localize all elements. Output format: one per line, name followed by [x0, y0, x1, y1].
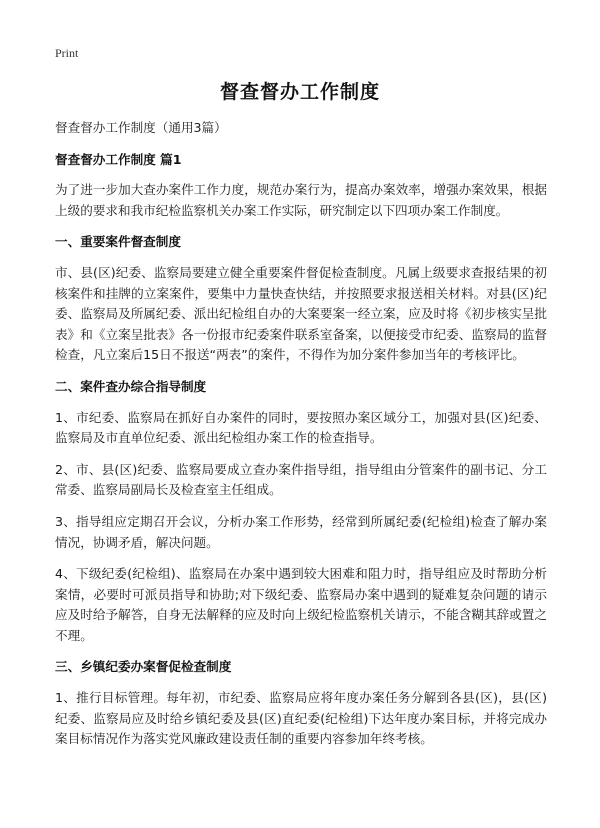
section1-paragraph: 市、县(区)纪委、监察局要建立健全重要案件督促检查制度。凡属上级要求查报结果的初核案件和挂牌的立案案件，要集中力量快查快结，并按照要求报送相关材料。对县(区)纪委、监察局及所属纪委、派出纪检组自办的大案要案一经立案，应及时将《初步核实呈批表》和《立案呈批表》各一份报市纪委案件联系室备案，以便接受市纪委、监察局的监督检查，凡立案后15日不报送“两表”的案件，不得作为加分案件参加当年的考核评比。 [55, 264, 547, 363]
section-heading-3: 三、乡镇纪委办案督促检查制度 [55, 659, 232, 675]
document-title: 督查督办工作制度 [219, 81, 380, 103]
section-heading-1: 一、重要案件督查制度 [55, 234, 181, 250]
document-subtitle: 督查督办工作制度（通用3篇） [55, 120, 227, 135]
section2-item-2: 2、市、县(区)纪委、监察局要成立查办案件指导组，指导组由分管案件的副书记、分工常委、监察局副局长及检查室主任组成。 [55, 461, 547, 498]
print-label: Print [55, 46, 79, 60]
document-body [55, 118, 547, 761]
article-heading: 督查督办工作制度 篇1 [55, 151, 182, 167]
section2-item-4: 4、下级纪委(纪检组)、监察局在办案中遇到较大困难和阻力时，指导组应及时帮助分析案情，必要时可派员指导和协助;对下级纪委、监察局办案中遇到的疑难复杂问题的请示应及时给予解答，自身无法解释的应及时向上级纪检监察机关请示，不能含糊其辞或置之不理。 [55, 566, 547, 643]
intro-paragraph: 为了进一步加大查办案件工作力度，规范办案行为，提高办案效率，增强办案效果，根据上级的要求和我市纪检监察机关办案工作实际，研究制定以下四项办案工作制度。 [55, 182, 547, 218]
section2-item-1: 1、市纪委、监察局在抓好自办案件的同时，要按照办案区域分工，加强对县(区)纪委、监察局及市直单位纪委、派出纪检组办案工作的检查指导。 [55, 409, 547, 446]
section2-item-3: 3、指导组应定期召开会议，分析办案工作形势，经常到所属纪委(纪检组)检查了解办案情况，协调矛盾，解决问题。 [55, 513, 547, 550]
section3-item-1: 1、推行目标管理。每年初，市纪委、监察局应将年度办案任务分解到各县(区)，县(区)纪委、监察局应及时给乡镇纪委及县(区)直纪委(纪检组)下达年度办案目标，并将完成办案目标情况作为落实党风廉政建设责任制的重要内容参加年终考核。 [55, 690, 547, 747]
section-heading-2: 二、案件查办综合指导制度 [55, 378, 207, 394]
